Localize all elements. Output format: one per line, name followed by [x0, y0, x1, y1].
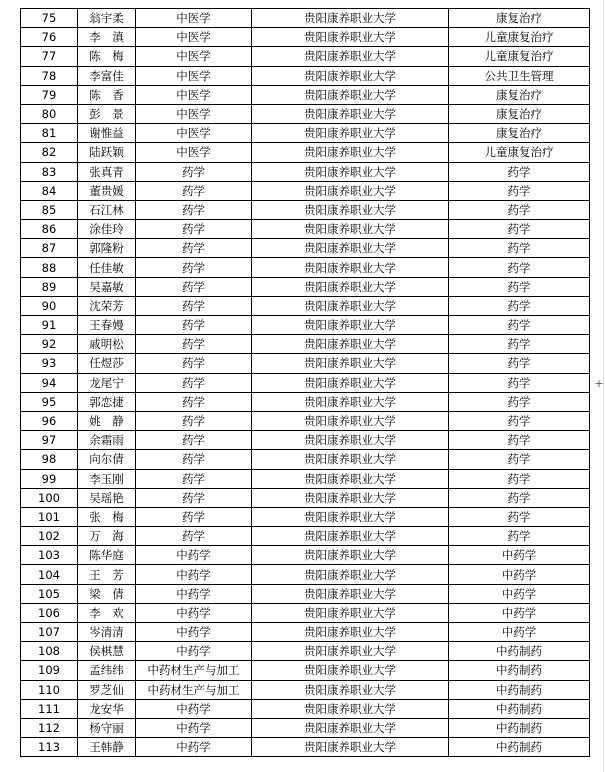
major-cell: 药学: [136, 335, 252, 354]
major-cell: 药学: [136, 488, 252, 507]
table-row: [21, 85, 590, 104]
school-cell: 贵阳康养职业大学: [252, 104, 449, 123]
school-cell: 贵阳康养职业大学: [252, 584, 449, 603]
student-name-cell: 孟纬纬: [78, 661, 136, 680]
subject-cell: 药学: [449, 507, 590, 526]
row-number-cell: 105: [21, 584, 78, 603]
table-row: [21, 220, 590, 239]
major-cell: 中医学: [136, 85, 252, 104]
subject-cell: 药学: [449, 181, 590, 200]
student-name-cell: 吴瑶艳: [78, 488, 136, 507]
row-number-cell: 100: [21, 488, 78, 507]
subject-cell: 药学: [449, 527, 590, 546]
subject-cell: 中药制药: [449, 661, 590, 680]
row-number-cell: 96: [21, 411, 78, 430]
school-cell: 贵阳康养职业大学: [252, 642, 449, 661]
row-number-cell: 111: [21, 699, 78, 718]
school-cell: 贵阳康养职业大学: [252, 66, 449, 85]
table-row: [21, 392, 590, 411]
row-number-cell: 80: [21, 104, 78, 123]
subject-cell: 中药学: [449, 584, 590, 603]
student-name-cell: 李 滇: [78, 28, 136, 47]
row-number-cell: 99: [21, 469, 78, 488]
school-cell: 贵阳康养职业大学: [252, 507, 449, 526]
table-row: [21, 66, 590, 85]
major-cell: 中药材生产与加工: [136, 680, 252, 699]
row-number-cell: 89: [21, 277, 78, 296]
row-number-cell: 86: [21, 220, 78, 239]
major-cell: 中医学: [136, 104, 252, 123]
subject-cell: 儿童康复治疗: [449, 28, 590, 47]
major-cell: 中医学: [136, 9, 252, 28]
student-table-sheet: [20, 8, 589, 757]
major-cell: 药学: [136, 162, 252, 181]
subject-cell: 药学: [449, 296, 590, 315]
major-cell: 药学: [136, 450, 252, 469]
subject-cell: 药学: [449, 392, 590, 411]
major-cell: 中药学: [136, 738, 252, 757]
school-cell: 贵阳康养职业大学: [252, 162, 449, 181]
subject-cell: 中药制药: [449, 738, 590, 757]
major-cell: 药学: [136, 373, 252, 392]
table-row: [21, 258, 590, 277]
school-cell: 贵阳康养职业大学: [252, 239, 449, 258]
student-name-cell: 陈 梅: [78, 47, 136, 66]
table-row: [21, 162, 590, 181]
school-cell: 贵阳康养职业大学: [252, 603, 449, 622]
student-name-cell: 郭恋捷: [78, 392, 136, 411]
student-name-cell: 任煜莎: [78, 354, 136, 373]
student-name-cell: 石江林: [78, 200, 136, 219]
school-cell: 贵阳康养职业大学: [252, 335, 449, 354]
student-name-cell: 万 海: [78, 527, 136, 546]
student-name-cell: 任佳敏: [78, 258, 136, 277]
student-name-cell: 吴嘉敏: [78, 277, 136, 296]
school-cell: 贵阳康养职业大学: [252, 411, 449, 430]
student-name-cell: 翁宇柔: [78, 9, 136, 28]
student-name-cell: 彭 景: [78, 104, 136, 123]
row-number-cell: 101: [21, 507, 78, 526]
table-row: [21, 584, 590, 603]
table-row: [21, 316, 590, 335]
major-cell: 药学: [136, 392, 252, 411]
row-number-cell: 106: [21, 603, 78, 622]
student-name-cell: 李富佳: [78, 66, 136, 85]
row-number-cell: 90: [21, 296, 78, 315]
school-cell: 贵阳康养职业大学: [252, 28, 449, 47]
major-cell: 药学: [136, 277, 252, 296]
row-number-cell: 88: [21, 258, 78, 277]
table-row: [21, 488, 590, 507]
row-number-cell: 85: [21, 200, 78, 219]
table-row: [21, 565, 590, 584]
school-cell: 贵阳康养职业大学: [252, 277, 449, 296]
student-name-cell: 涂佳玲: [78, 220, 136, 239]
subject-cell: 康复治疗: [449, 124, 590, 143]
major-cell: 中医学: [136, 66, 252, 85]
table-row: [21, 28, 590, 47]
major-cell: 中医学: [136, 47, 252, 66]
row-number-cell: 109: [21, 661, 78, 680]
subject-cell: 药学: [449, 220, 590, 239]
row-number-cell: 87: [21, 239, 78, 258]
school-cell: 贵阳康养职业大学: [252, 143, 449, 162]
table-row: [21, 450, 590, 469]
subject-cell: 药学: [449, 373, 590, 392]
major-cell: 中药学: [136, 565, 252, 584]
student-name-cell: 沈荣芳: [78, 296, 136, 315]
table-row: [21, 431, 590, 450]
subject-cell: 中药制药: [449, 699, 590, 718]
student-name-cell: 陈 香: [78, 85, 136, 104]
school-cell: 贵阳康养职业大学: [252, 680, 449, 699]
subject-cell: 康复治疗: [449, 85, 590, 104]
school-cell: 贵阳康养职业大学: [252, 392, 449, 411]
school-cell: 贵阳康养职业大学: [252, 488, 449, 507]
student-name-cell: 姚 静: [78, 411, 136, 430]
student-name-cell: 戚明松: [78, 335, 136, 354]
table-row: [21, 335, 590, 354]
school-cell: 贵阳康养职业大学: [252, 296, 449, 315]
subject-cell: 药学: [449, 431, 590, 450]
row-number-cell: 113: [21, 738, 78, 757]
school-cell: 贵阳康养职业大学: [252, 220, 449, 239]
subject-cell: 中药制药: [449, 642, 590, 661]
major-cell: 药学: [136, 181, 252, 200]
row-number-cell: 102: [21, 527, 78, 546]
major-cell: 药学: [136, 258, 252, 277]
subject-cell: 药学: [449, 469, 590, 488]
subject-cell: 公共卫生管理: [449, 66, 590, 85]
school-cell: 贵阳康养职业大学: [252, 431, 449, 450]
major-cell: 药学: [136, 220, 252, 239]
major-cell: 药学: [136, 507, 252, 526]
row-number-cell: 97: [21, 431, 78, 450]
subject-cell: 药学: [449, 316, 590, 335]
school-cell: 贵阳康养职业大学: [252, 200, 449, 219]
student-name-cell: 向尔倩: [78, 450, 136, 469]
student-name-cell: 董贵媛: [78, 181, 136, 200]
student-name-cell: 余霜雨: [78, 431, 136, 450]
student-name-cell: 谢惟益: [78, 124, 136, 143]
row-number-cell: 93: [21, 354, 78, 373]
major-cell: 药学: [136, 411, 252, 430]
student-name-cell: 岑清清: [78, 623, 136, 642]
row-number-cell: 103: [21, 546, 78, 565]
major-cell: 药学: [136, 316, 252, 335]
row-number-cell: 92: [21, 335, 78, 354]
student-name-cell: 龙安华: [78, 699, 136, 718]
school-cell: 贵阳康养职业大学: [252, 47, 449, 66]
subject-cell: 中药学: [449, 546, 590, 565]
subject-cell: 药学: [449, 277, 590, 296]
row-number-cell: 82: [21, 143, 78, 162]
subject-cell: 康复治疗: [449, 104, 590, 123]
major-cell: 药学: [136, 200, 252, 219]
row-number-cell: 76: [21, 28, 78, 47]
major-cell: 中药学: [136, 623, 252, 642]
table-row: [21, 411, 590, 430]
school-cell: 贵阳康养职业大学: [252, 469, 449, 488]
student-name-cell: 梁 倩: [78, 584, 136, 603]
student-name-cell: 张真青: [78, 162, 136, 181]
school-cell: 贵阳康养职业大学: [252, 373, 449, 392]
table-row: [21, 661, 590, 680]
table-row: [21, 546, 590, 565]
major-cell: 中医学: [136, 124, 252, 143]
student-name-cell: 李 欢: [78, 603, 136, 622]
row-number-cell: 107: [21, 623, 78, 642]
table-row: [21, 239, 590, 258]
school-cell: 贵阳康养职业大学: [252, 181, 449, 200]
school-cell: 贵阳康养职业大学: [252, 718, 449, 737]
row-number-cell: 84: [21, 181, 78, 200]
school-cell: 贵阳康养职业大学: [252, 85, 449, 104]
student-table: [20, 8, 590, 757]
school-cell: 贵阳康养职业大学: [252, 258, 449, 277]
major-cell: 药学: [136, 527, 252, 546]
row-number-cell: 79: [21, 85, 78, 104]
table-row: [21, 104, 590, 123]
table-row: [21, 623, 590, 642]
row-number-cell: 81: [21, 124, 78, 143]
school-cell: 贵阳康养职业大学: [252, 738, 449, 757]
student-name-cell: 李玉刚: [78, 469, 136, 488]
major-cell: 中药学: [136, 546, 252, 565]
student-name-cell: 王春嫚: [78, 316, 136, 335]
table-row: [21, 277, 590, 296]
table-row: [21, 47, 590, 66]
table-row: [21, 699, 590, 718]
subject-cell: 中药制药: [449, 680, 590, 699]
school-cell: 贵阳康养职业大学: [252, 124, 449, 143]
table-row: [21, 507, 590, 526]
school-cell: 贵阳康养职业大学: [252, 546, 449, 565]
row-number-cell: 104: [21, 565, 78, 584]
row-number-cell: 112: [21, 718, 78, 737]
school-cell: 贵阳康养职业大学: [252, 623, 449, 642]
student-name-cell: 张 梅: [78, 507, 136, 526]
student-name-cell: 郭隆粉: [78, 239, 136, 258]
table-row: [21, 718, 590, 737]
major-cell: 中药学: [136, 642, 252, 661]
student-name-cell: 杨守丽: [78, 718, 136, 737]
major-cell: 中医学: [136, 143, 252, 162]
table-row: [21, 354, 590, 373]
school-cell: 贵阳康养职业大学: [252, 565, 449, 584]
row-number-cell: 110: [21, 680, 78, 699]
school-cell: 贵阳康养职业大学: [252, 527, 449, 546]
table-row: [21, 296, 590, 315]
subject-cell: 药学: [449, 488, 590, 507]
major-cell: 药学: [136, 239, 252, 258]
table-row: [21, 373, 590, 392]
table-row: [21, 738, 590, 757]
row-number-cell: 98: [21, 450, 78, 469]
subject-cell: 药学: [449, 258, 590, 277]
school-cell: 贵阳康养职业大学: [252, 316, 449, 335]
student-name-cell: 龙尾宁: [78, 373, 136, 392]
subject-cell: 中药学: [449, 623, 590, 642]
student-name-cell: 王 芳: [78, 565, 136, 584]
student-name-cell: 陈华庭: [78, 546, 136, 565]
major-cell: 中药学: [136, 718, 252, 737]
school-cell: 贵阳康养职业大学: [252, 450, 449, 469]
school-cell: 贵阳康养职业大学: [252, 354, 449, 373]
subject-cell: 药学: [449, 450, 590, 469]
row-number-cell: 95: [21, 392, 78, 411]
table-row: [21, 469, 590, 488]
subject-cell: 康复治疗: [449, 9, 590, 28]
major-cell: 中药材生产与加工: [136, 661, 252, 680]
row-number-cell: 94: [21, 373, 78, 392]
table-row: [21, 200, 590, 219]
student-name-cell: 陆跃颖: [78, 143, 136, 162]
major-cell: 中药学: [136, 584, 252, 603]
student-name-cell: 罗芝仙: [78, 680, 136, 699]
subject-cell: 药学: [449, 354, 590, 373]
table-row: [21, 9, 590, 28]
table-row: [21, 527, 590, 546]
school-cell: 贵阳康养职业大学: [252, 661, 449, 680]
subject-cell: 中药制药: [449, 718, 590, 737]
row-number-cell: 77: [21, 47, 78, 66]
table-row: [21, 124, 590, 143]
school-cell: 贵阳康养职业大学: [252, 699, 449, 718]
table-row: [21, 603, 590, 622]
table-row: [21, 181, 590, 200]
table-row: [21, 143, 590, 162]
major-cell: 药学: [136, 431, 252, 450]
subject-cell: 药学: [449, 411, 590, 430]
row-number-cell: 83: [21, 162, 78, 181]
row-number-cell: 75: [21, 9, 78, 28]
row-number-cell: 108: [21, 642, 78, 661]
table-add-marker-icon[interactable]: +: [594, 377, 604, 390]
major-cell: 中医学: [136, 28, 252, 47]
major-cell: 药学: [136, 469, 252, 488]
major-cell: 中药学: [136, 603, 252, 622]
student-name-cell: 侯棋慧: [78, 642, 136, 661]
subject-cell: 中药学: [449, 603, 590, 622]
subject-cell: 中药学: [449, 565, 590, 584]
row-number-cell: 91: [21, 316, 78, 335]
major-cell: 药学: [136, 354, 252, 373]
table-row: [21, 642, 590, 661]
row-number-cell: 78: [21, 66, 78, 85]
student-name-cell: 王韩静: [78, 738, 136, 757]
school-cell: 贵阳康养职业大学: [252, 9, 449, 28]
table-row: [21, 680, 590, 699]
subject-cell: 药学: [449, 239, 590, 258]
major-cell: 药学: [136, 296, 252, 315]
subject-cell: 药学: [449, 162, 590, 181]
subject-cell: 儿童康复治疗: [449, 143, 590, 162]
major-cell: 中药学: [136, 699, 252, 718]
subject-cell: 药学: [449, 335, 590, 354]
subject-cell: 儿童康复治疗: [449, 47, 590, 66]
student-table-body: [21, 9, 590, 757]
subject-cell: 药学: [449, 200, 590, 219]
